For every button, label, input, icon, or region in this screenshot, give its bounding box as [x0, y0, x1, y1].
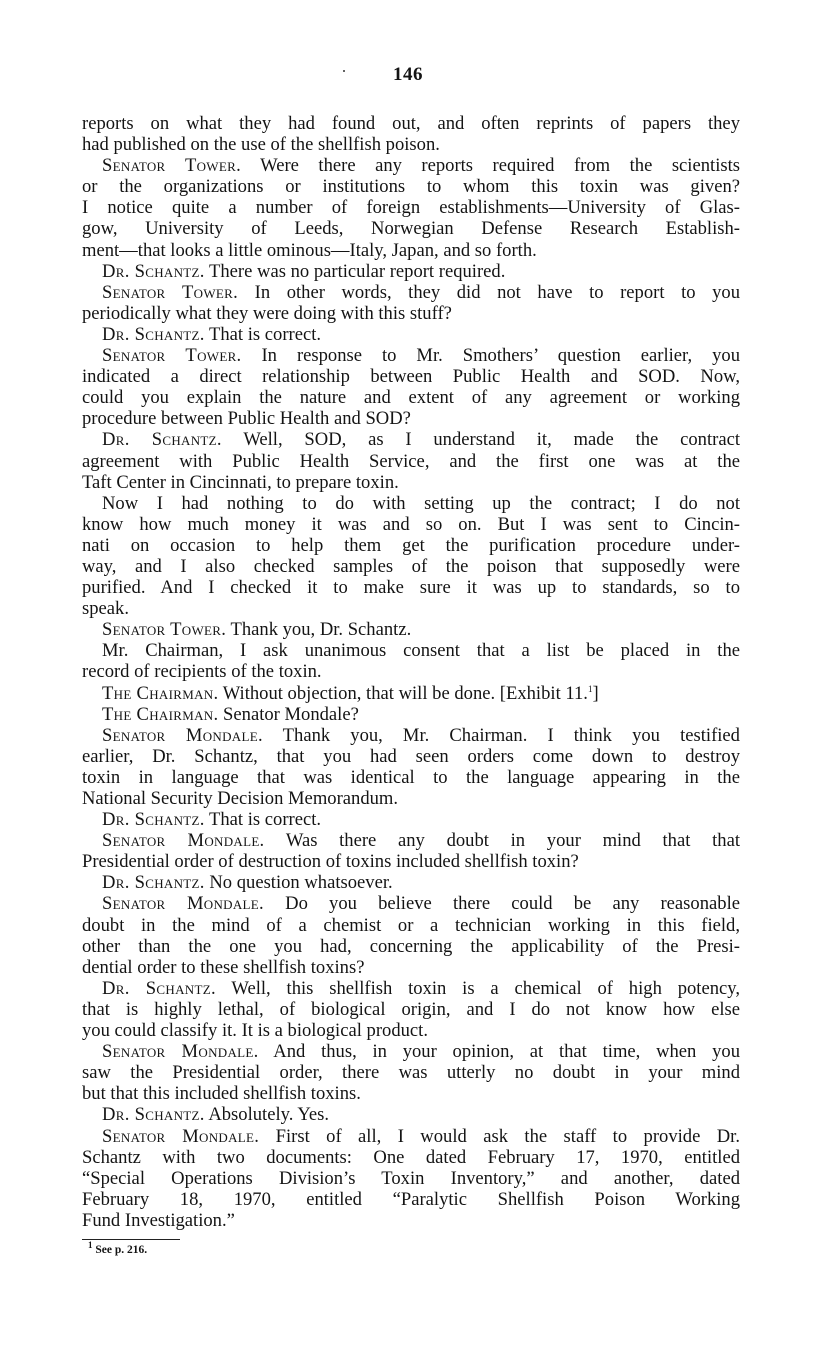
line-text: toxin in language that was identical to the language appearing in the [82, 766, 740, 788]
text-line [82, 261, 740, 282]
text-line [82, 999, 740, 1020]
line-text: I notice quite a number of foreign establishments—University of Glas- [82, 197, 740, 219]
speaker-name: Senator Tower. [102, 155, 242, 177]
footnote-rule [82, 1239, 180, 1240]
line-text: agreement with Public Health Service, and the first one was at the [82, 450, 740, 472]
speaker-name: Dr. Schantz. [102, 1104, 205, 1126]
line-text: First of all, I would ask the staff to provide Dr. [259, 1125, 740, 1147]
line-text: Thank you, Mr. Chairman. I think you testified [262, 724, 740, 746]
footnote [88, 1240, 148, 1257]
line-text: Absolutely. Yes. [204, 1104, 330, 1126]
line-text: earlier, Dr. Schantz, that you had seen orders come down to destroy [82, 745, 740, 767]
line-text: February 18, 1970, entitled “Paralytic Shellfish Poison Working [82, 1188, 740, 1210]
line-text: Were there any reports required from the scientists [241, 155, 740, 177]
text-line [82, 577, 740, 598]
line-text: reports on what they had found out, and often reprints of papers they [82, 113, 740, 134]
text-line [82, 1041, 740, 1062]
body-text [82, 113, 740, 1231]
line-text: purified. And I checked it to make sure it was up to standards, so to [82, 577, 740, 599]
speaker-name: Senator Mondale. [102, 1125, 260, 1147]
text-line [82, 366, 740, 387]
text-line [82, 978, 740, 999]
page-number: 146 [393, 64, 423, 85]
text-line [82, 683, 740, 704]
line-text: That is correct. [204, 809, 322, 831]
text-line [82, 387, 740, 408]
footnote-reference: 1 [587, 683, 593, 694]
speaker-name: The Chairman. [102, 682, 219, 704]
speaker-name: Senator Tower. [102, 345, 242, 367]
line-text: dential order to these shellfish toxins? [82, 956, 365, 978]
text-line [82, 197, 740, 218]
line-text: Senator Mondale? [218, 703, 359, 725]
text-line [82, 746, 740, 767]
line-text: nati on occasion to help them get the purification procedure under- [82, 534, 740, 556]
line-text: could you explain the nature and extent of any agreement or working [82, 387, 740, 409]
text-line [82, 957, 740, 978]
text-line [82, 324, 740, 345]
line-text: speak. [82, 598, 129, 620]
line-text: Schantz with two documents: One dated February 17, 1970, entitled [82, 1146, 740, 1168]
speaker-name: Senator Tower. [102, 281, 239, 303]
text-line [82, 1189, 740, 1210]
text-line [82, 155, 740, 176]
text-line [82, 514, 740, 535]
text-line [82, 113, 740, 134]
line-text: but that this included shellfish toxins. [82, 1083, 361, 1105]
text-line [82, 240, 740, 261]
speaker-name: The Chairman. [102, 703, 219, 725]
text-line [82, 472, 740, 493]
line-text: know how much money it was and so on. But I was sent to Cincin- [82, 513, 740, 535]
line-text: “Special Operations Division’s Toxin Inventory,” and another, dated [82, 1167, 740, 1189]
text-line [82, 767, 740, 788]
text-line [82, 872, 740, 893]
speaker-name: Senator Mondale. [102, 1041, 259, 1063]
speaker-name: Senator Mondale. [102, 724, 263, 746]
line-text: record of recipients of the toxin. [82, 661, 322, 683]
text-line [82, 408, 740, 429]
speaker-name: Senator Tower. [102, 619, 227, 641]
text-line [82, 1020, 740, 1041]
text-line [82, 915, 740, 936]
line-text: Mr. Chairman, I ask unanimous consent that a list be placed in the [102, 640, 740, 662]
footnote-mark: 1 [88, 1240, 93, 1251]
text-line [82, 1126, 740, 1147]
text-line [82, 640, 740, 661]
line-text: There was no particular report required. [204, 260, 506, 282]
line-text: Without objection, that will be done. [Exhibit 11. [218, 682, 588, 704]
line-text: you could classify it. It is a biological product. [82, 1020, 428, 1042]
line-text: Presidential order of destruction of toxins included shellfish toxin? [82, 851, 579, 873]
text-line [82, 282, 740, 303]
line-text: Fund Investigation.” [82, 1209, 235, 1231]
text-line [82, 1062, 740, 1083]
text-line [82, 134, 740, 155]
text-line [82, 809, 740, 830]
line-text: Now I had nothing to do with setting up the contract; I do not [102, 492, 740, 514]
text-line [82, 535, 740, 556]
line-text: And thus, in your opinion, at that time, when you [258, 1041, 740, 1063]
line-text: periodically what they were doing with this stuff? [82, 302, 452, 324]
speaker-name: Dr. Schantz. [102, 260, 205, 282]
line-text: procedure between Public Health and SOD? [82, 408, 411, 430]
line-text: No question whatsoever. [204, 872, 393, 894]
line-text: saw the Presidential order, there was utterly no doubt in your mind [82, 1062, 740, 1084]
footnote-text: See p. 216. [92, 1244, 148, 1256]
line-text: gow, University of Leeds, Norwegian Defense Research Establish- [82, 218, 740, 240]
line-text: In other words, they did not have to report to you [238, 281, 740, 303]
line-text: or the organizations or institutions to whom this toxin was given? [82, 176, 740, 198]
text-line [82, 1104, 740, 1125]
text-line [82, 851, 740, 872]
text-line [82, 936, 740, 957]
text-line [82, 598, 740, 619]
speaker-name: Senator Mondale. [102, 893, 264, 915]
line-text: had published on the use of the shellfish poison. [82, 134, 440, 156]
line-text: doubt in the mind of a chemist or a technician working in this field, [82, 914, 740, 936]
speaker-name: Senator Mondale. [102, 830, 265, 852]
line-text: that is highly lethal, of biological origin, and I do not know how else [82, 998, 740, 1020]
text-line [82, 429, 740, 450]
text-line [82, 493, 740, 514]
line-text: other than the one you had, concerning the applicability of the Presi- [82, 935, 740, 957]
text-line [82, 704, 740, 725]
line-text: indicated a direct relationship between Public Health and SOD. Now, [82, 366, 740, 388]
speaker-name: Dr. Schantz. [102, 323, 205, 345]
line-text: That is correct. [204, 323, 322, 345]
line-text: Do you believe there could be any reasonable [263, 893, 740, 915]
text-line [82, 619, 740, 640]
text-line [82, 303, 740, 324]
speaker-name: Dr. Schantz. [102, 872, 205, 894]
text-line [82, 893, 740, 914]
text-line [82, 830, 740, 851]
text-line [82, 345, 740, 366]
text-line [82, 556, 740, 577]
text-line [82, 1168, 740, 1189]
speaker-name: Dr. Schantz. [102, 429, 222, 451]
line-text: Was there any doubt in your mind that that [264, 830, 740, 852]
line-text: way, and I also checked samples of the poison that supposedly were [82, 555, 740, 577]
line-text: ment—that looks a little ominous—Italy, Japan, and so forth. [82, 239, 537, 261]
text-line [82, 1210, 740, 1231]
text-line [82, 218, 740, 239]
speaker-name: Dr. Schantz. [102, 977, 216, 999]
line-text: National Security Decision Memorandum. [82, 788, 399, 809]
line-text-after: ] [592, 682, 599, 704]
line-text: In response to Mr. Smothers’ question earlier, you [241, 345, 740, 367]
text-line [82, 661, 740, 682]
line-text: Taft Center in Cincinnati, to prepare toxin. [82, 471, 399, 493]
text-line [82, 1147, 740, 1168]
line-text: Well, SOD, as I understand it, made the contract [221, 429, 740, 451]
text-line [82, 725, 740, 746]
text-line [82, 788, 740, 809]
text-line [82, 451, 740, 472]
speaker-name: Dr. Schantz. [102, 809, 205, 831]
line-text: Thank you, Dr. Schantz. [226, 619, 412, 641]
text-line [82, 176, 740, 197]
line-text: Well, this shellfish toxin is a chemical of high potency, [215, 977, 741, 999]
text-line [82, 1083, 740, 1104]
